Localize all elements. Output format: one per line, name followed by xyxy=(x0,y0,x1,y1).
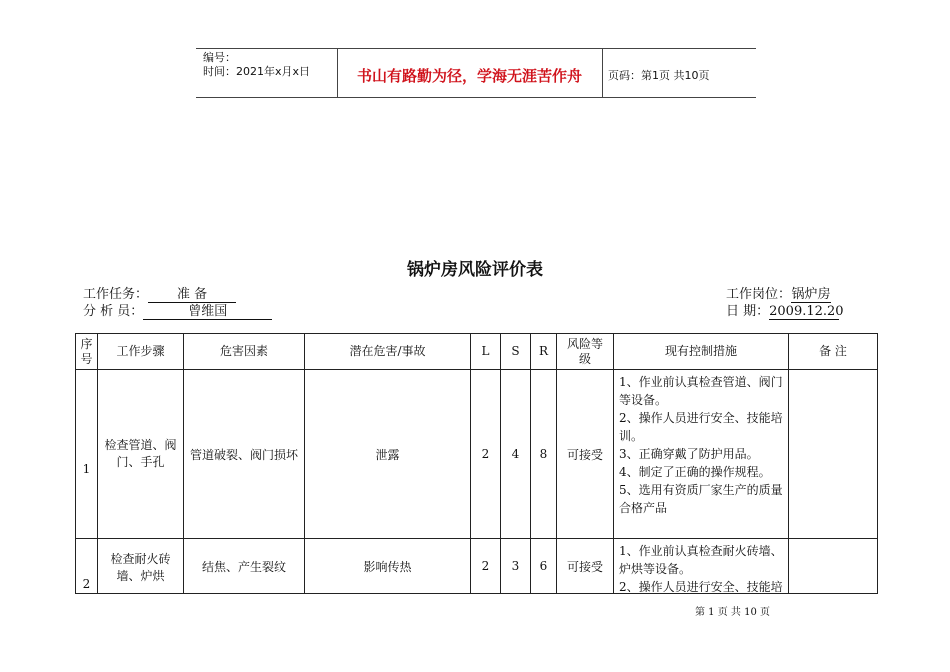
row-level: 可接受 xyxy=(557,539,614,594)
row-hazard: 结焦、产生裂纹 xyxy=(184,539,305,594)
measure-item: 2、操作人员进行安全、技能培 xyxy=(619,580,783,592)
col-header: 危害因素 xyxy=(184,334,305,370)
row-r: 8 xyxy=(531,370,557,539)
col-header: 现有控制措施 xyxy=(614,334,789,370)
document-title: 锅炉房风险评价表 xyxy=(407,260,543,280)
post-value: 锅炉房 xyxy=(791,287,831,302)
table-header-row xyxy=(76,334,878,370)
row-hazard: 管道破裂、阀门损坏 xyxy=(184,370,305,539)
page-footer: 第 1 页 共 10 页 xyxy=(695,607,770,618)
row-step: 检查耐火砖墙、炉烘 xyxy=(98,539,184,594)
col-header: 备 注 xyxy=(789,334,878,370)
time-label: 时间：2021年x月x日 xyxy=(203,65,311,78)
header-left xyxy=(203,51,310,79)
row-r: 6 xyxy=(531,539,557,594)
measure-item: 4、制定了正确的操作规程。 xyxy=(619,465,771,479)
row-s: 3 xyxy=(501,539,531,594)
motto: 书山有路勤为径，学海无涯苦作舟 xyxy=(356,67,582,85)
row-accident: 影响传热 xyxy=(305,539,471,594)
row-l: 2 xyxy=(471,370,501,539)
measure-item: 1、作业前认真检查耐火砖墙、炉烘等设备。 xyxy=(619,544,783,576)
page-header xyxy=(196,48,756,98)
row-l: 2 xyxy=(471,539,501,594)
row-remark xyxy=(789,539,878,594)
row-no: 2 xyxy=(76,539,98,594)
date-label: 日 期： xyxy=(726,304,770,319)
task-value: 准 备 xyxy=(148,288,236,303)
row-level: 可接受 xyxy=(557,370,614,539)
analyst-line xyxy=(83,300,272,320)
task-label: 工作任务： xyxy=(83,287,149,302)
row-measures xyxy=(614,370,789,539)
row-remark xyxy=(789,370,878,539)
row-measures xyxy=(614,539,789,594)
header-divider xyxy=(602,49,603,97)
page-info: 页码：第1页 共10页 xyxy=(608,69,710,82)
analyst-value: 曾维国 xyxy=(143,305,272,320)
row-no: 1 xyxy=(76,370,98,539)
col-header: L xyxy=(471,334,501,370)
col-header: 工作步骤 xyxy=(98,334,184,370)
table-row xyxy=(76,539,878,594)
measure-item: 2、操作人员进行安全、技能培训。 xyxy=(619,411,783,443)
row-accident: 泄露 xyxy=(305,370,471,539)
col-header: 风险等级 xyxy=(557,334,614,370)
row-s: 4 xyxy=(501,370,531,539)
analyst-label: 分 析 员： xyxy=(83,304,144,319)
date-line xyxy=(726,300,844,320)
date-value: 2009.12.20 xyxy=(769,304,844,319)
measure-item: 5、选用有资质厂家生产的质量合格产品 xyxy=(619,483,783,515)
col-header: 潜在危害/事故 xyxy=(305,334,471,370)
number-label: 编号： xyxy=(203,51,236,64)
table-row xyxy=(76,370,878,539)
col-header: R xyxy=(531,334,557,370)
row-step: 检查管道、阀门、手孔 xyxy=(98,370,184,539)
risk-table xyxy=(75,333,878,594)
measure-list xyxy=(619,542,784,592)
post-label: 工作岗位： xyxy=(726,287,792,302)
measure-item: 3、正确穿戴了防护用品。 xyxy=(619,447,759,461)
col-header: 序号 xyxy=(76,334,98,370)
measure-item: 1、作业前认真检查管道、阀门等设备。 xyxy=(619,375,783,407)
col-header: S xyxy=(501,334,531,370)
